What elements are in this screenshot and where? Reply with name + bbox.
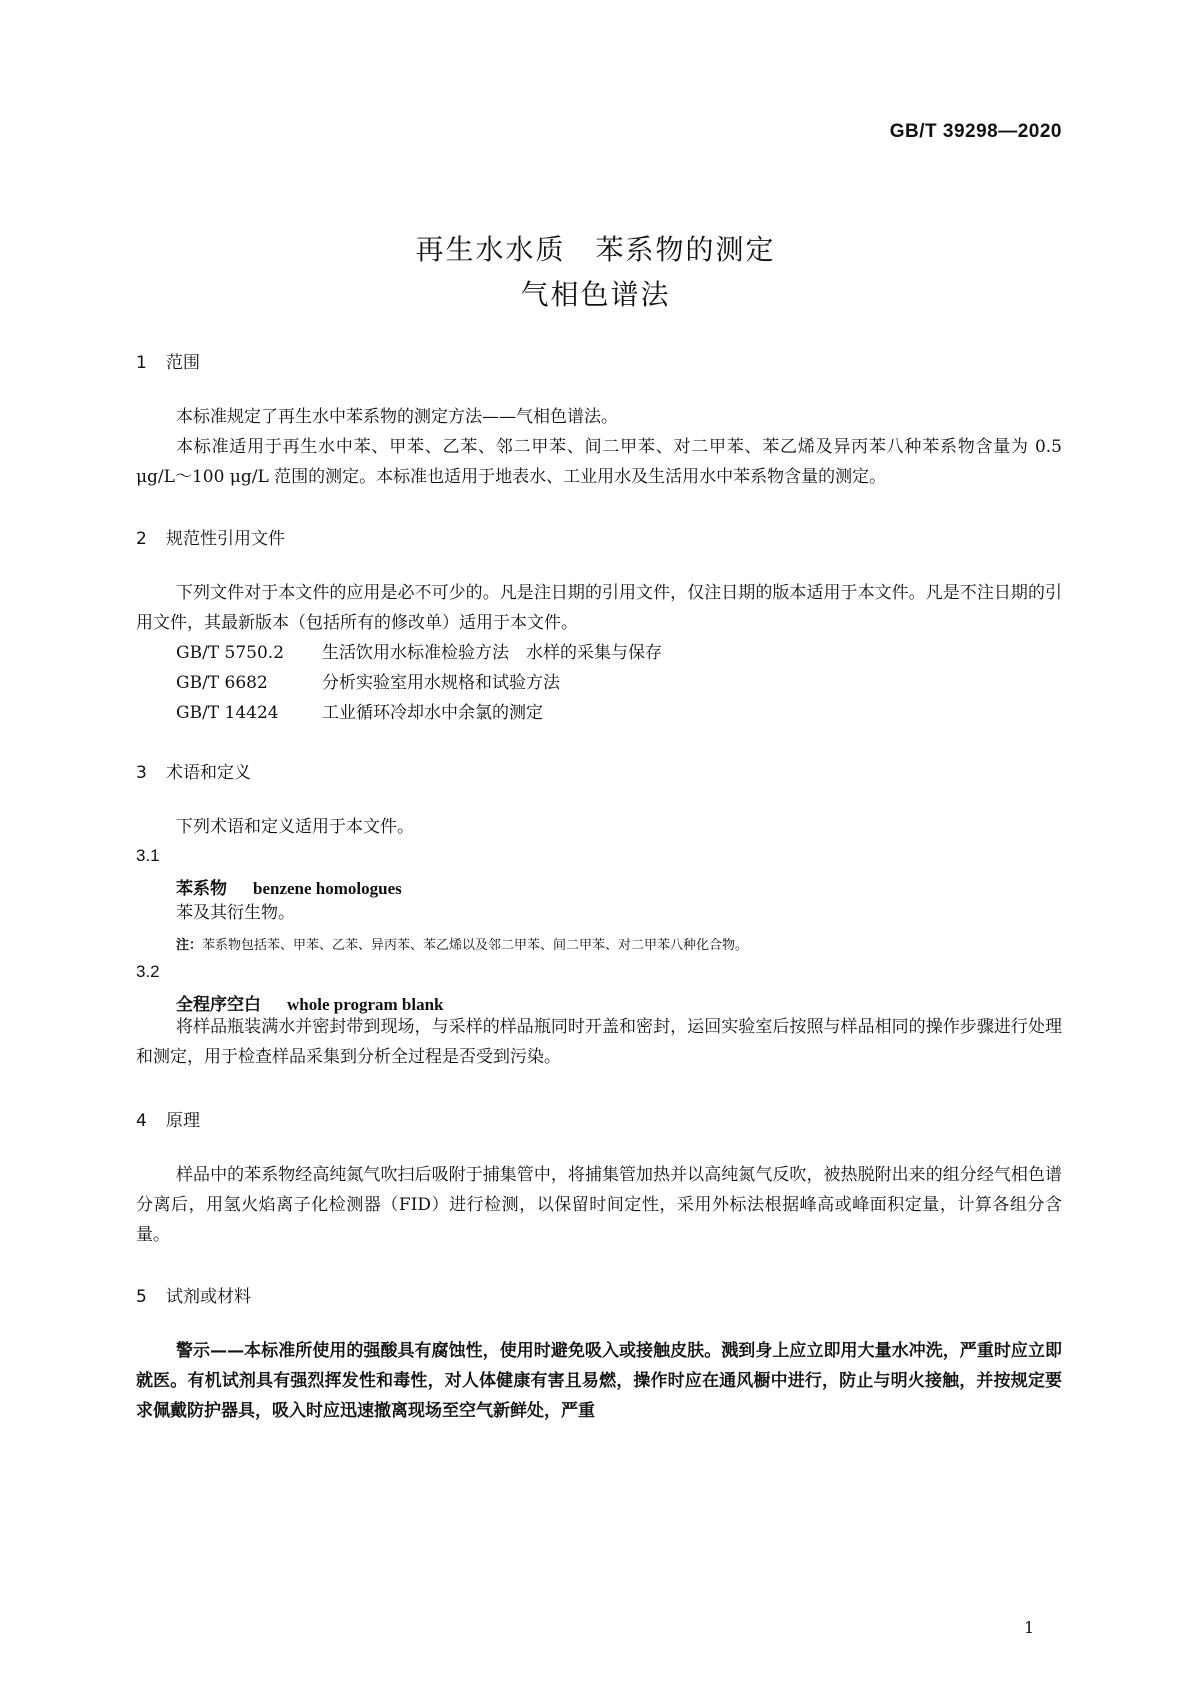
term-definition: 苯及其衍生物。 bbox=[176, 903, 295, 923]
section-title: 原理 bbox=[166, 1111, 200, 1131]
document-title: 再生水水质 苯系物的测定 bbox=[415, 233, 776, 266]
section-4-heading bbox=[136, 1106, 200, 1131]
term-definition: 将样品瓶装满水并密封带到现场，与采样的样品瓶同时开盖和密封，运回实验室后按照与样品相同的操作步骤进行处理和测定，用于检查样品采集到分析全过程是否受到污染。 bbox=[136, 1017, 1062, 1067]
page-number: 1 bbox=[1024, 1618, 1035, 1637]
term-entry bbox=[176, 874, 402, 899]
normative-reference bbox=[176, 668, 560, 698]
section-2-heading bbox=[136, 524, 285, 549]
reference-title: 工业循环冷却水中余氯的测定 bbox=[322, 703, 543, 723]
section-3-paragraph-1: 下列术语和定义适用于本文件。 bbox=[176, 817, 414, 837]
normative-reference bbox=[176, 638, 662, 668]
term-number: 3.2 bbox=[136, 962, 160, 981]
section-1-heading bbox=[136, 348, 200, 373]
term-en: whole program blank bbox=[287, 995, 444, 1014]
note-label: 注： bbox=[176, 938, 203, 953]
section-title: 试剂或材料 bbox=[166, 1287, 251, 1307]
section-title: 术语和定义 bbox=[166, 763, 251, 783]
normative-reference bbox=[176, 698, 543, 728]
reference-code: GB/T 14424 bbox=[176, 703, 279, 723]
standard-code: GB/T 39298—2020 bbox=[889, 121, 1062, 142]
term-number: 3.1 bbox=[136, 846, 160, 865]
section-1-paragraph-1: 本标准规定了再生水中苯系物的测定方法——气相色谱法。 bbox=[176, 407, 618, 427]
reference-title: 分析实验室用水规格和试验方法 bbox=[322, 673, 560, 693]
section-3-heading bbox=[136, 758, 251, 783]
section-number: 4 bbox=[136, 1111, 147, 1131]
safety-warning: 警示——本标准所使用的强酸具有腐蚀性，使用时避免吸入或接触皮肤。溅到身上应立即用大量水冲洗，严重时应立即就医。有机试剂具有强烈挥发性和毒性，对人体健康有害且易燃，操作时应在通风橱中进行，防止与明火接触，并按规定要求佩戴防护器具，吸入时应迅速撤离现场至空气新鲜处，严重 bbox=[136, 1341, 1062, 1421]
section-number: 3 bbox=[136, 763, 147, 783]
section-number: 2 bbox=[136, 529, 147, 549]
reference-title: 生活饮用水标准检验方法 水样的采集与保存 bbox=[322, 643, 662, 663]
section-number: 5 bbox=[136, 1287, 147, 1307]
section-5-heading bbox=[136, 1282, 251, 1307]
section-2-paragraph-1: 下列文件对于本文件的应用是必不可少的。凡是注日期的引用文件，仅注日期的版本适用于本文件。凡是不注日期的引用文件，其最新版本（包括所有的修改单）适用于本文件。 bbox=[136, 583, 1062, 633]
section-4-paragraph-1: 样品中的苯系物经高纯氮气吹扫后吸附于捕集管中，将捕集管加热并以高纯氮气反吹，被热脱附出来的组分经气相色谱分离后，用氢火焰离子化检测器（FID）进行检测，以保留时间定性，采用外标法根据峰高或峰面积定量，计算各组分含量。 bbox=[136, 1165, 1062, 1245]
section-title: 范围 bbox=[166, 353, 200, 373]
term-note bbox=[176, 934, 748, 953]
term-zh: 苯系物 bbox=[176, 879, 227, 899]
term-en: benzene homologues bbox=[253, 879, 402, 898]
section-number: 1 bbox=[136, 353, 147, 373]
section-1-paragraph-2: 本标准适用于再生水中苯、甲苯、乙苯、邻二甲苯、间二甲苯、对二甲苯、苯乙烯及异丙苯八种苯系物含量为 0.5 μg/L～100 μg/L 范围的测定。本标准也适用于地表水、工业用水及生活用水中苯系物含量的测定。 bbox=[136, 437, 1062, 487]
note-text: 苯系物包括苯、甲苯、乙苯、异丙苯、苯乙烯以及邻二甲苯、间二甲苯、对二甲苯八种化合物。 bbox=[202, 938, 749, 953]
term-zh: 全程序空白 bbox=[176, 995, 261, 1015]
document-subtitle: 气相色谱法 bbox=[520, 278, 671, 311]
reference-code: GB/T 5750.2 bbox=[176, 643, 285, 663]
reference-code: GB/T 6682 bbox=[176, 673, 268, 693]
section-title: 规范性引用文件 bbox=[166, 529, 285, 549]
